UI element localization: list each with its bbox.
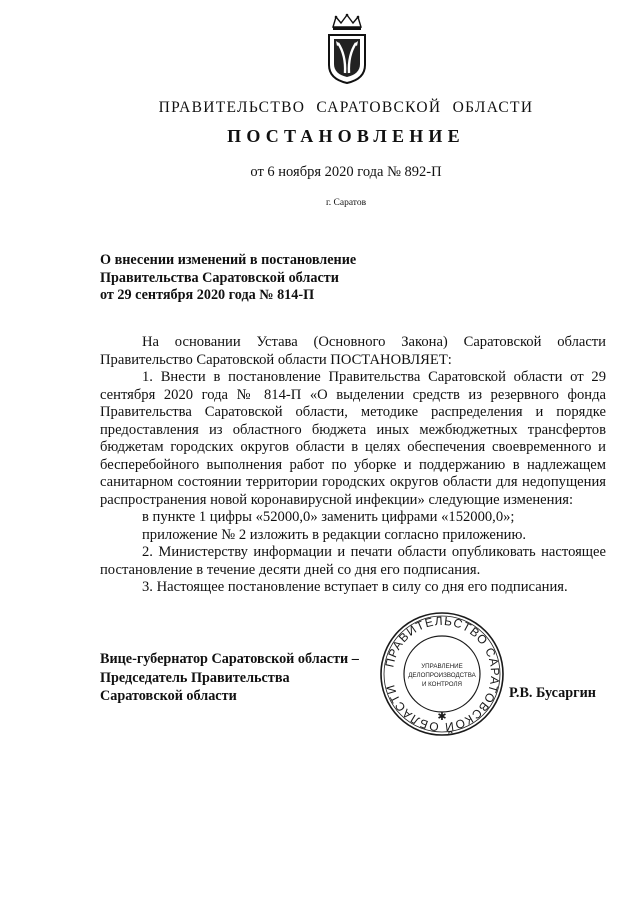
stamp-outer-text: ПРАВИТЕЛЬСТВО САРАТОВСКОЙ ОБЛАСТИ — [382, 613, 503, 735]
document-type: ПОСТАНОВЛЕНИЕ — [227, 126, 465, 146]
item-3-paragraph: 3. Настоящее постановление вступает в силу со дня его подписания. — [142, 579, 568, 595]
signer-position-line: Вице-губернатор Саратовской области – — [100, 651, 359, 667]
signer-position — [100, 650, 400, 706]
document-date-number: от 6 ноября 2020 года № 892-П — [250, 164, 442, 180]
stamp-inner-text: УПРАВЛЕНИЕ — [421, 663, 463, 670]
signer-name: Р.В. Бусаргин — [509, 685, 596, 701]
subject-line: Правительства Саратовской области — [100, 269, 339, 286]
item-1-paragraph: 1. Внести в постановление Правительства Саратовской области от 29 сентября 2020 года № 814-П «О выделении средств из резервного фонда Правительства Саратовской области, методике распределения и порядке предоставления из областного бюджета иных межбюджетных трансфертов бюджетам городских округов области в целях обеспечения своевременного и бесперебойного выполнения работ по уборке и поддержанию в надлежащем санитарном состоянии территории городских округов области для недопущения распространения новой коронавирусной инфекции» следующие изменения: — [100, 369, 606, 508]
signer-position-line: Саратовской области — [100, 688, 237, 704]
subject-line: от 29 сентября 2020 года № 814-П — [100, 287, 315, 303]
preamble-paragraph: На основании Устава (Основного Закона) Саратовской области Правительство Саратовской области ПОСТАНОВЛЯЕТ: — [100, 334, 606, 368]
stamp-star-glyph: ✱ — [437, 710, 447, 723]
item-1-subpoint: в пункте 1 цифры «52000,0» заменить цифрами «152000,0»; — [142, 509, 515, 525]
official-stamp-icon — [378, 610, 506, 738]
document-body — [100, 334, 606, 597]
subject-line: О внесении изменений в постановление — [100, 252, 357, 268]
stamp-inner-text: И КОНТРОЛЯ — [421, 681, 463, 688]
item-2-paragraph: 2. Министерству информации и печати области опубликовать настоящее постановление в течение десяти дней со дня его подписания. — [100, 544, 606, 578]
document-city: г. Саратов — [325, 198, 367, 208]
coat-of-arms-icon — [324, 13, 370, 85]
signer-position-line: Председатель Правительства — [100, 669, 290, 686]
document-subject — [100, 252, 440, 305]
item-1-subpoint: приложение № 2 изложить в редакции согласно приложению. — [142, 526, 527, 543]
authority-name: ПРАВИТЕЛЬСТВО САРАТОВСКОЙ ОБЛАСТИ — [158, 99, 534, 116]
stamp-inner-text: ДЕЛОПРОИЗВОДСТВА — [408, 672, 476, 679]
